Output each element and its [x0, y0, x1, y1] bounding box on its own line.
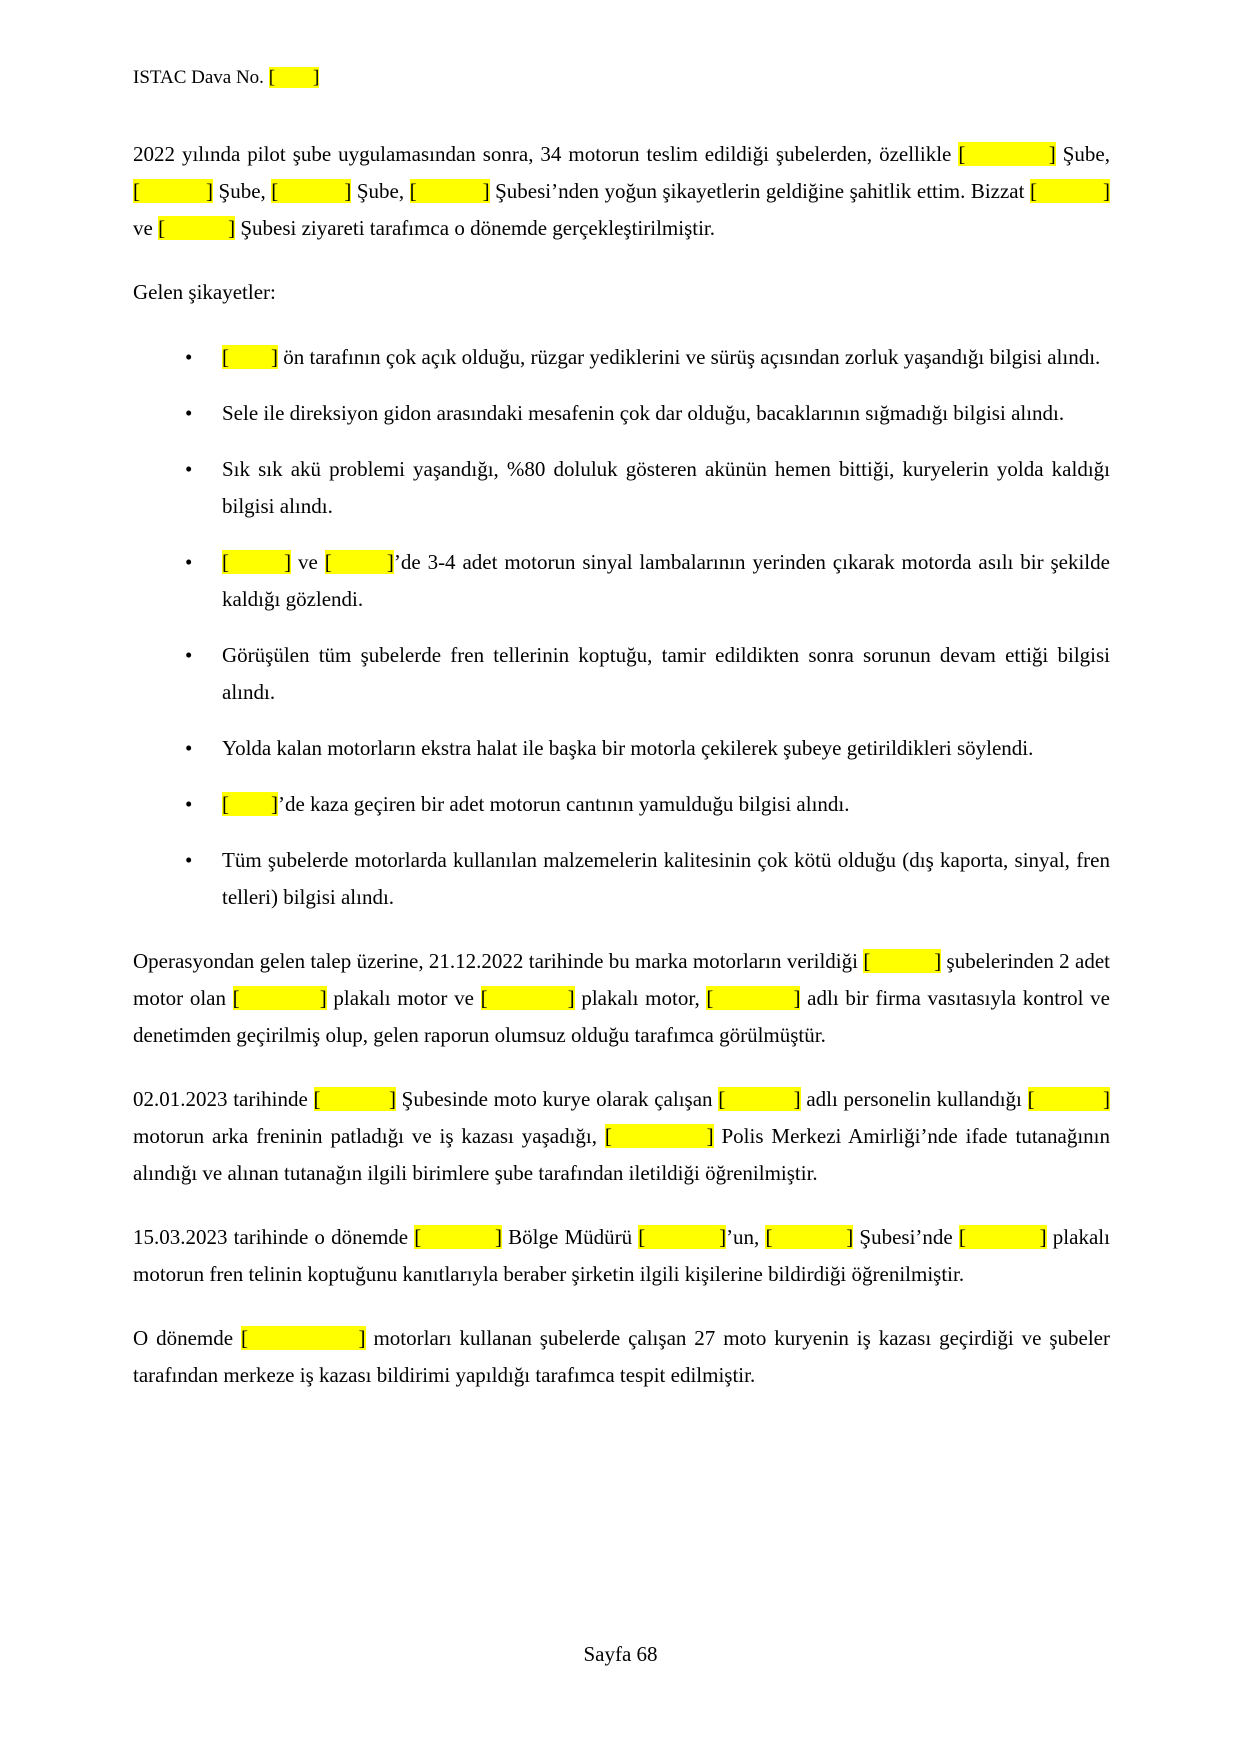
- case-number-header: ISTAC Dava No. [ ]: [133, 67, 320, 88]
- page-number: Sayfa 68: [583, 1642, 658, 1666]
- paragraph-accident-count: O dönemde [ ] motorları kullanan şubelerde çalışan 27 moto kuryenin iş kazası geçirdiği ve şubeler tarafından merkeze iş kazası bildirimi yapıldığı tarafımca tespit edilmiştir.: [133, 1326, 1110, 1387]
- complaint-item-brake-cables: • Görüşülen tüm şubelerde fren tellerinin koptuğu, tamir edildikten sonra sorunun devam ettiği bilgisi alındı.: [222, 637, 1110, 711]
- complaint-item-signal-lamps: • [ ] ve [ ]’de 3-4 adet motorun sinyal lambalarının yerinden çıkarak motorda asılı bir şekilde kaldığı gözlendi.: [222, 544, 1110, 618]
- redaction-highlight: [ ]: [222, 550, 292, 574]
- redaction-highlight: [ ]: [414, 1225, 502, 1249]
- complaints-label: Gelen şikayetler:: [133, 280, 276, 304]
- redaction-highlight: [ ]: [718, 1087, 801, 1111]
- complaint-item-front-open: • [ ] ön tarafının çok açık olduğu, rüzgar yediklerini ve sürüş açısından zorluk yaşandığı bilgisi alındı.: [222, 339, 1110, 376]
- redaction-highlight: [ ]: [133, 179, 214, 203]
- complaint-item-material-quality: • Tüm şubelerde motorlarda kullanılan malzemelerin kalitesinin çok kötü olduğu (dış kaporta, sinyal, fren telleri) bilgisi alındı.: [222, 842, 1110, 916]
- complaint-item-battery: • Sık sık akü problemi yaşandığı, %80 doluluk gösteren akünün hemen bittiği, kuryelerin yolda kaldığı bilgisi alındı.: [222, 451, 1110, 525]
- redaction-highlight: [ ]: [480, 986, 575, 1010]
- redaction-highlight: [ ]: [222, 345, 278, 369]
- paragraph-inspection-report: Operasyondan gelen talep üzerine, 21.12.2022 tarihinde bu marka motorların verildiği [ ] şubelerinden 2 adet motor olan [ ] plakalı motor ve [ ] plakalı motor, [ ] adlı bir firma vasıtasıyla kontrol ve denetimden geçirilmiş olup, gelen raporun olumsuz olduğu tarafımca görülmüştür.: [133, 949, 1110, 1047]
- redaction-highlight: [ ]: [765, 1225, 854, 1249]
- complaints-list: [222, 339, 1110, 916]
- complaint-item-towing: • Yolda kalan motorların ekstra halat ile başka bir motorla çekilerek şubeye getirildikleri söylendi.: [222, 730, 1110, 767]
- redaction-highlight: [ ]: [222, 792, 278, 816]
- redaction-highlight: [ ]: [958, 142, 1056, 166]
- redaction-highlight: [ ]: [1029, 179, 1110, 203]
- redaction-highlight: [ ]: [268, 67, 320, 88]
- complaint-item-seat-distance: • Sele ile direksiyon gidon arasındaki mesafenin çok dar olduğu, bacaklarının sığmadığı bilgisi alındı.: [222, 395, 1110, 432]
- redaction-highlight: [ ]: [271, 179, 352, 203]
- redaction-highlight: [ ]: [1027, 1087, 1110, 1111]
- redaction-highlight: [ ]: [958, 1225, 1047, 1249]
- redaction-highlight: [ ]: [324, 550, 394, 574]
- redaction-highlight: [ ]: [638, 1225, 727, 1249]
- complaint-item-bent-rim: • [ ]’de kaza geçiren bir adet motorun cantının yamulduğu bilgisi alındı.: [222, 786, 1110, 823]
- redaction-highlight: [ ]: [232, 986, 327, 1010]
- redaction-highlight: [ ]: [604, 1124, 714, 1148]
- paragraph-brake-cable-notice: 15.03.2023 tarihinde o dönemde [ ] Bölge Müdürü [ ]’un, [ ] Şubesi’nde [ ] plakalı motorun fren telinin koptuğunu kanıtlarıyla beraber şirketin ilgili kişilerine bildirdiği öğrenilmiştir.: [133, 1225, 1110, 1286]
- paragraph-pilot-branches: 2022 yılında pilot şube uygulamasından sonra, 34 motorun teslim edildiği şubelerden, özellikle [ ] Şube, [ ] Şube, [ ] Şube, [ ] Şubesi’nden yoğun şikayetlerin geldiğine şahitlik ettim. Bizzat [ ] ve [ ] Şubesi ziyareti tarafımca o dönemde gerçekleştirilmiştir.: [133, 142, 1110, 240]
- redaction-highlight: [ ]: [863, 949, 942, 973]
- redaction-highlight: [ ]: [409, 179, 490, 203]
- redaction-highlight: [ ]: [240, 1326, 366, 1350]
- redaction-highlight: [ ]: [706, 986, 801, 1010]
- redaction-highlight: [ ]: [313, 1087, 396, 1111]
- redaction-highlight: [ ]: [158, 216, 236, 240]
- paragraph-accident-report: 02.01.2023 tarihinde [ ] Şubesinde moto kurye olarak çalışan [ ] adlı personelin kullandığı [ ] motorun arka freninin patladığı ve iş kazası yaşadığı, [ ] Polis Merkezi Amirliği’nde ifade tutanağının alındığı ve alınan tutanağın ilgili birimlere şube tarafından iletildiği öğrenilmiştir.: [133, 1087, 1110, 1185]
